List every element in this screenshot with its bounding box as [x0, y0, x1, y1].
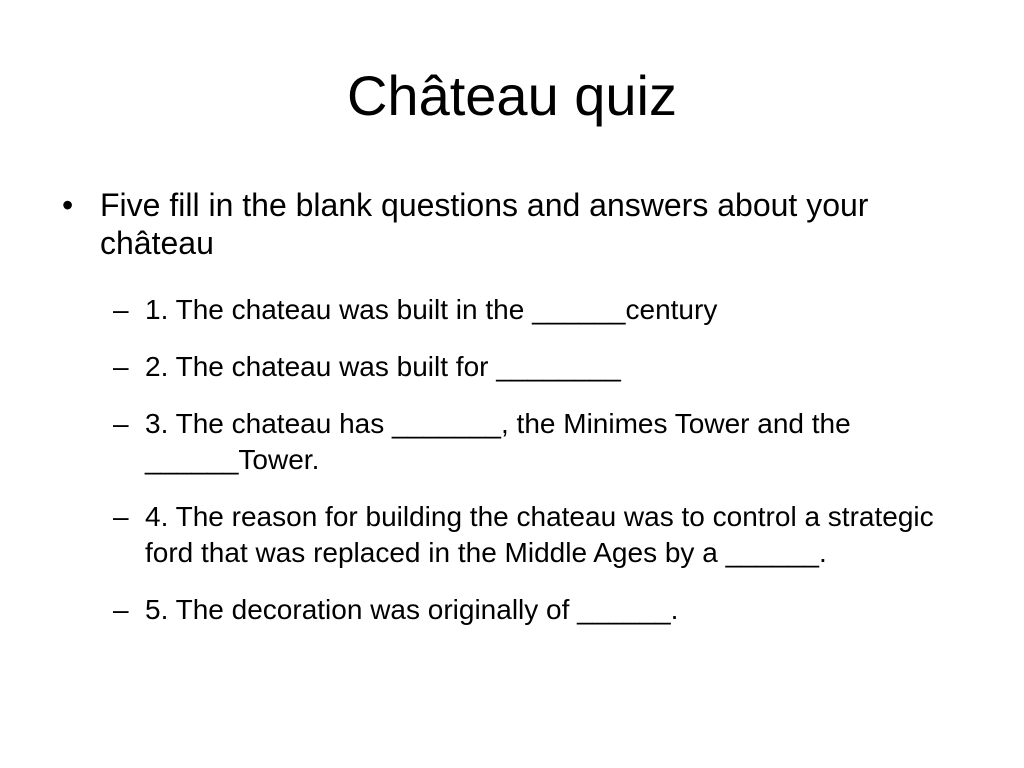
question-text: 4. The reason for building the chateau was to control a strategic ford that was replaced in the Middle Ages by a ______. [145, 501, 934, 568]
dash-marker: – [113, 294, 129, 325]
question-item [113, 499, 963, 571]
question-item [113, 349, 963, 385]
bullet-marker: • [62, 187, 74, 223]
question-list [113, 292, 963, 649]
main-bullet-text: Five fill in the blank questions and answers about your château [100, 187, 869, 261]
dash-marker: – [113, 408, 129, 439]
main-bullet [62, 186, 922, 262]
dash-marker: – [113, 351, 129, 382]
dash-marker: – [113, 501, 129, 532]
question-text: 5. The decoration was originally of ______. [145, 594, 679, 625]
question-text: 1. The chateau was built in the ______century [145, 294, 718, 325]
question-item [113, 592, 963, 628]
question-text: 2. The chateau was built for ________ [145, 351, 621, 382]
question-item [113, 292, 963, 328]
dash-marker: – [113, 594, 129, 625]
slide-title: Château quiz [346, 64, 677, 127]
question-item [113, 406, 963, 478]
question-text: 3. The chateau has _______, the Minimes Tower and the ______Tower. [145, 408, 851, 475]
